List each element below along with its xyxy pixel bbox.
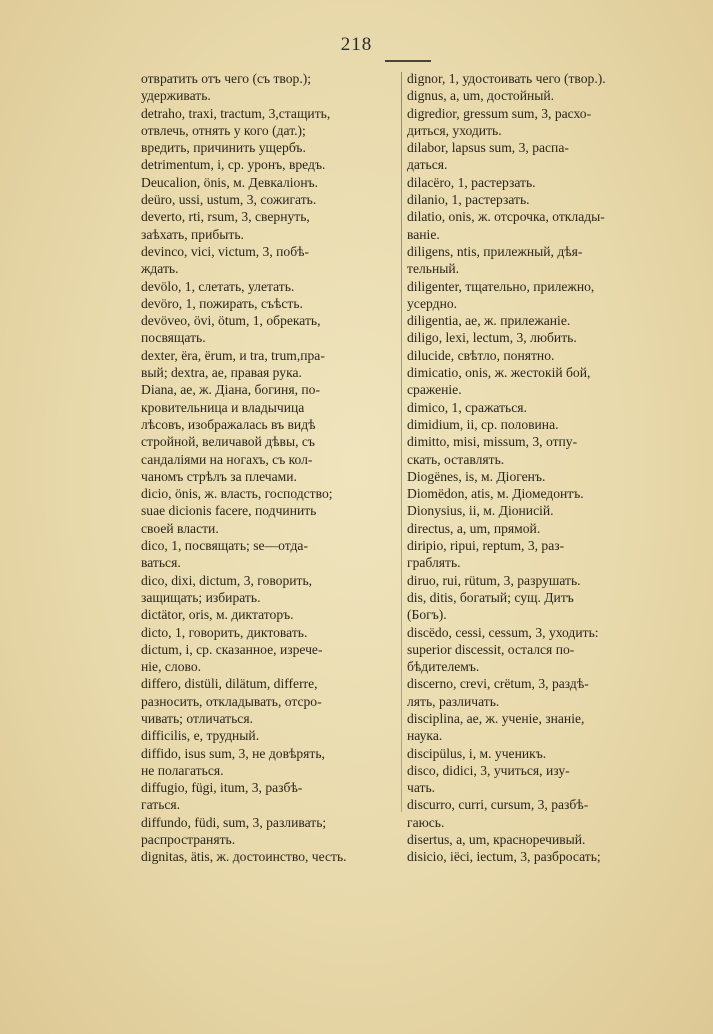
entry-line: разносить, откладывать, отсро-	[141, 693, 322, 709]
entry-line: diffugio, fügi, itum, 3, разбѣ-	[141, 780, 303, 796]
entry-line: diruo, rui, rütum, 3, разрушать.	[407, 572, 581, 588]
entry-line: dimico, 1, сражаться.	[407, 399, 527, 415]
entry-line: чаномъ стрѣлъ за плечами.	[141, 468, 297, 484]
entry-line: Diogënes, is, м. Діогенъ.	[407, 468, 546, 484]
entry-line: ждать.	[141, 261, 179, 277]
entry-line: ваться.	[141, 555, 181, 571]
entry-line: Diana, ae, ж. Діана, богиня, по-	[141, 382, 320, 398]
entry-line: difficilis, e, трудный.	[141, 728, 260, 744]
entry-line: discëdo, cessi, cessum, 3, уходить:	[407, 624, 599, 640]
left-column	[141, 70, 399, 866]
entry-line: dicio, önis, ж. власть, господство;	[141, 486, 333, 502]
entry-line: directus, a, um, прямой.	[407, 520, 541, 536]
entry-line: усердно.	[407, 295, 458, 311]
entry-line: своей власти.	[141, 520, 219, 536]
entry-line: deüro, ussi, ustum, 3, сожигать.	[141, 192, 317, 208]
entry-line: скать, оставлять.	[407, 451, 505, 467]
entry-line: dicto, 1, говорить, диктовать.	[141, 624, 308, 640]
entry-line: disciplina, ae, ж. ученіе, знаніе,	[407, 710, 585, 726]
entry-line: лять, различать.	[407, 693, 500, 709]
entry-line: dilatio, onis, ж. отсрочка, отклады-	[407, 209, 605, 225]
entry-line: защищать; избирать.	[141, 589, 261, 605]
entry-line: diffundo, füdi, sum, 3, разливать;	[141, 814, 327, 830]
entry-line: стройной, величавой дѣвы, съ	[141, 434, 315, 450]
entry-line: digredior, gressum sum, 3, расхо-	[407, 105, 592, 121]
entry-line: посвящать.	[141, 330, 206, 346]
page-number: 218	[340, 34, 373, 55]
entry-line: discurro, curri, cursum, 3, разбѣ-	[407, 797, 589, 813]
entry-line: devinco, vici, victum, 3, побѣ-	[141, 243, 310, 259]
entry-line: не полагаться.	[141, 762, 224, 778]
entry-line: отвлечь, отнять у кого (дат.);	[141, 122, 306, 138]
entry-line: лѣсовъ, изображалась въ видѣ	[141, 416, 316, 432]
entry-line: discipülus, i, м. ученикъ.	[407, 745, 547, 761]
entry-line: вредить, причинить ущербъ.	[141, 140, 306, 156]
entry-line: dilanio, 1, растерзать.	[407, 192, 530, 208]
entry-line: гаюсь.	[407, 814, 445, 830]
entry-line: diripio, ripui, reptum, 3, раз-	[407, 538, 565, 554]
entry-line: diffido, isus sum, 3, не довѣрять,	[141, 745, 325, 761]
entry-line: diligenter, тщательно, прилежно,	[407, 278, 595, 294]
entry-line: dilacëro, 1, растерзать.	[407, 174, 536, 190]
entry-line: dimitto, misi, missum, 3, отпу-	[407, 434, 578, 450]
entry-line: superior discessit, остался по-	[407, 641, 575, 657]
entry-line: сандаліями на ногахъ, съ кол-	[141, 451, 313, 467]
entry-line: наука.	[407, 728, 443, 744]
entry-line: ваніе.	[407, 226, 440, 242]
entry-line: отвратить отъ чего (съ твор.);	[141, 71, 312, 86]
entry-line: чивать; отличаться.	[141, 710, 253, 726]
entry-line: dilabor, lapsus sum, 3, распа-	[407, 140, 569, 156]
entry-line: dictum, i, ср. сказанное, изрече-	[141, 641, 323, 657]
entry-line: Deucalion, önis, м. Девкаліонъ.	[141, 174, 319, 190]
right-column	[407, 70, 689, 866]
entry-line: disco, didici, 3, учиться, изу-	[407, 762, 570, 778]
entry-line: распространять.	[141, 832, 236, 848]
entry-line: Dionysius, ii, м. Діонисій.	[407, 503, 554, 519]
entry-line: diligo, lexi, lectum, 3, любить.	[407, 330, 577, 346]
entry-line: disicio, iëci, iectum, 3, разбросать;	[407, 849, 601, 865]
entry-line: вый; dextra, ae, правая рука.	[141, 365, 302, 381]
entry-line: dico, dixi, dictum, 3, говорить,	[141, 572, 313, 588]
entry-line: ніе, слово.	[141, 659, 202, 675]
entry-line: devöro, 1, пожирать, съѣсть.	[141, 295, 303, 311]
entry-line: dexter, ëra, ërum, и tra, trum,пра-	[141, 347, 325, 363]
entry-line: кровительница и владычица	[141, 399, 305, 415]
entry-line: devöveo, övi, ötum, 1, обрекать,	[141, 313, 321, 329]
entry-line: граблять.	[407, 555, 461, 571]
entry-line: differo, distüli, dilätum, differre,	[141, 676, 318, 692]
entry-line: dimicatio, onis, ж. жестокій бой,	[407, 365, 591, 381]
entry-line: чать.	[407, 780, 436, 796]
entry-line: dis, ditis, богатый; сущ. Дитъ	[407, 589, 574, 605]
entry-line: suae dicionis facere, подчинить	[141, 503, 317, 519]
entry-line: бѣдителемъ.	[407, 659, 480, 675]
entry-line: diligentia, ae, ж. прилежаніе.	[407, 313, 571, 329]
entry-line: disertus, a, um, красноречивый.	[407, 832, 586, 848]
entry-line: devölo, 1, слетать, улетать.	[141, 278, 295, 294]
entry-line: dictätor, oris, м. диктаторъ.	[141, 607, 294, 623]
entry-line: гаться.	[141, 797, 181, 813]
entry-line: dilucide, свѣтло, понятно.	[407, 347, 555, 363]
entry-line: удерживать.	[141, 88, 211, 104]
entry-line: сраженіе.	[407, 382, 462, 398]
entry-line: dignus, a, um, достойный.	[407, 88, 555, 104]
entry-line: dimidium, ii, ср. половина.	[407, 416, 559, 432]
entry-line: diligens, ntis, прилежный, дѣя-	[407, 243, 583, 259]
entry-line: dico, 1, посвящать; se—отда-	[141, 538, 308, 554]
entry-line: тельный.	[407, 261, 460, 277]
entry-line: discerno, crevi, crëtum, 3, раздѣ-	[407, 676, 589, 692]
entry-line: deverto, rti, rsum, 3, свернуть,	[141, 209, 310, 225]
entry-line: (Богъ).	[407, 607, 447, 623]
entry-line: Diomëdon, atis, м. Діомедонтъ.	[407, 486, 584, 502]
column-divider	[401, 72, 402, 812]
entry-line: заѣхать, прибыть.	[141, 226, 244, 242]
entry-line: dignitas, ätis, ж. достоинство, честь.	[141, 849, 347, 865]
entry-line: detrimentum, i, ср. уронъ, вредъ.	[141, 157, 326, 173]
entry-line: даться.	[407, 157, 448, 173]
entry-line: dignor, 1, удостоивать чего (твор.).	[407, 71, 606, 86]
entry-line: detraho, traxi, tractum, 3,стащить,	[141, 105, 331, 121]
entry-line: диться, уходить.	[407, 122, 502, 138]
header-rule	[385, 60, 431, 62]
